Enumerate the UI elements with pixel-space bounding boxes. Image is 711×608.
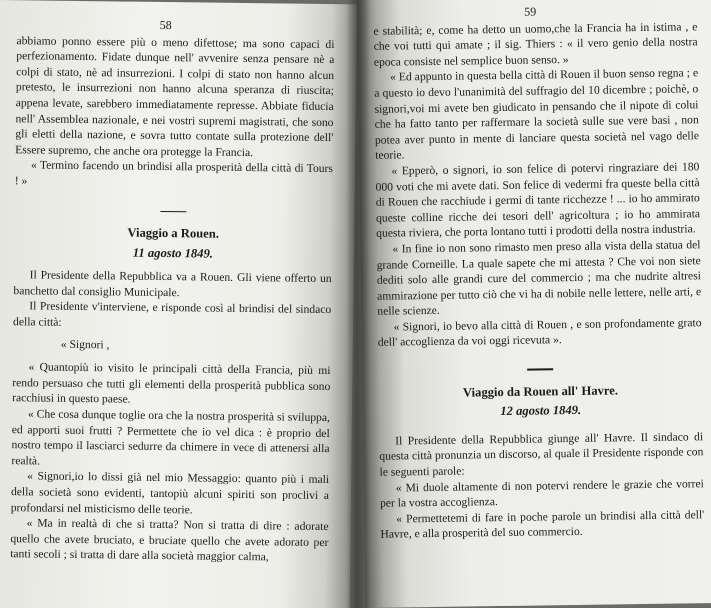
paragraph: « Signori, io bevo alla città di Rouen , e son profondamente grato dell' accoglienza da voi oggi ricevuta ». [377, 316, 702, 350]
paragraph: « Termino facendo un brindisi alla prosperità della città di Tours ! » [14, 158, 334, 188]
paragraph: « In fine io non sono rimasto men preso alla vista della statua del grande Corneille. La quale sapete che mi attesta ? Che voi non siete dediti solo alle grandi cure del commercio ; ma che nudrite altresi ammirazione per tutto ciò che vi ha di nobile nelle lettere, nelle arti, e nelle scienze. [376, 238, 702, 319]
paragraph: « Che cosa dunque toglie ora che la nostra prosperità si sviluppa, ed apporti suoi frutti ? Permettete che io vel dica : è proprio del nostro tempo il lasciarci sedurre da chimere in vece di attenersi alla realtà. [11, 407, 331, 468]
paragraph: « Mi duole altamente di non potervi rendere le grazie che vorrei per la vostra accoglienza. [379, 476, 704, 510]
left-page-number: 58 [159, 17, 172, 33]
paragraph: « Signori,io lo dissi già nel mio Messaggio: quanto più i mali della società sono evidenti, tantopiù alcuni spiriti son proclivi a profondarsi nel misticismo delle teorie. [10, 469, 330, 516]
paragraph: « Quantopiù io visito le principali città della Francia, più mi rendo persuaso che tutti gli elementi della prosperità pubblica sono racchiusi in questo paese. [12, 360, 331, 407]
paragraph: Il Presidente della Repubblica giunge all' Havre. Il sindaco di questa città pronunzia un discorso, al quale il Presidente risponde con le seguenti parole: [379, 429, 704, 479]
paragraph: Il Presidente della Repubblica va a Rouen. Gli viene offerto un banchetto dal consiglio Municipale. [13, 268, 332, 300]
paragraph: Il Presidente v'interviene, e risponde così al brindisi del sindaco della città: [12, 299, 332, 329]
paragraph: « Ma in realtà di che si tratta? Non si tratta di dire : adorate quello che avete bruciato, e bruciate quello che avete adorato per tanti secoli ; si tratta di dare alla società maggior calma, [10, 516, 329, 564]
section-title: Viaggio da Rouen all' Havre. [462, 382, 619, 400]
section-divider [527, 368, 553, 370]
section-date: 12 agosto 1849. [500, 403, 582, 419]
right-page [357, 0, 711, 608]
paragraph: e stabilità; e, come ha detto un uomo,che la Francia ha in istima , e che voi tutti qui amate ; il sig. Thiers : « il vero genio della nostra epoca consiste nel semplice buon senso. » [373, 19, 698, 69]
section-title: Viaggio a Rouen. [127, 225, 220, 241]
paragraph: « Epperò, o signori, io son felice di potervi ringraziare dei 180 000 voti che mi avete dati. Son felice di vedermi fra queste bella città di Rouen che racchiude i germi di tante ricchezze ! ... io ho ammirato queste colline ricche dei tesori dell' agricoltura ; io ho ammirata questa riviera, che porta lontano tutti i prodotti della nostra industria. [375, 160, 701, 241]
paragraph: abbiamo ponno essere più o meno difettose; ma sono capaci di perfezionamento. Fidate dunque nell' avvenire senza pensare nè a colpi di stato, nè ad insurrezioni. I colpi di stato non hanno alcun pretesto, le insurrezioni non hanno alcuna speranza di riuscita; appena levate, sarebbero immediatamente represse. Abbiate fiducia nell' Assemblea nazionale, e nei vostri supremi magistrati, che sono gli eletti della nazione, e sovra tutto contate sulla protezione dell' Essere supremo, che anche ora protegge la Francia. [15, 33, 335, 159]
section-date: 11 agosto 1849. [132, 245, 214, 261]
salutation: « Signori , [60, 337, 110, 351]
paragraph: « Permettetemi di fare in poche parole un brindisi alla città dell' Havre, e alla prosperità del suo commercio. [380, 507, 705, 542]
paragraph: « Ed appunto in questa bella città di Rouen il buon senso regna ; e a questo io devo l'unanimità del suffragio del 10 dicembre ; poichè, o signori,voi mi avete ben giudicato in pensando che il nipote di colui che ha fatto tanto per raffermare la società sulle sue vere basi , non potea aver punto in mente di lanciare questa società nel vago delle teorie. [374, 66, 700, 163]
right-page-number: 59 [524, 4, 537, 19]
section-divider [160, 211, 186, 213]
